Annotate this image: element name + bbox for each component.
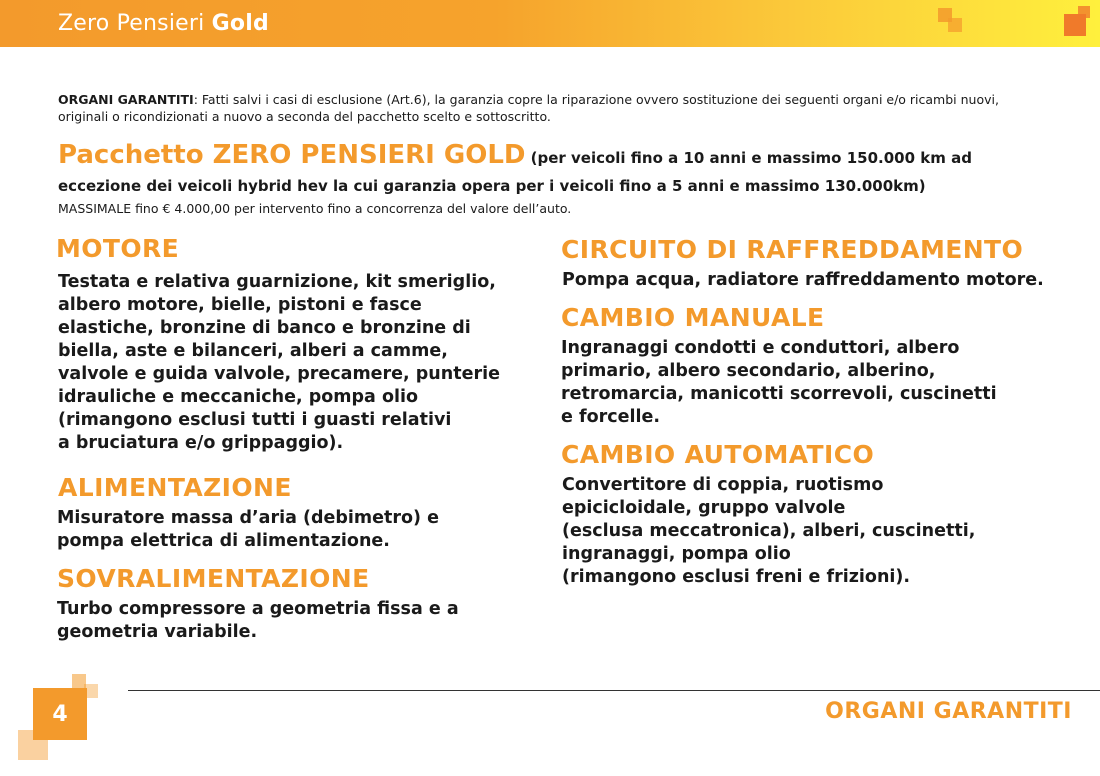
footer-divider	[128, 690, 1100, 691]
package-description: (per veicoli fino a 10 anni e massimo 150.000 km ad eccezione dei veicoli hybrid hev la cui garanzia opera per i veicoli fino a 5 anni e massimo 130.000km)	[58, 149, 972, 195]
section-title-raffreddamento: CIRCUITO DI RAFFREDDAMENTO	[561, 235, 1024, 264]
intro-paragraph	[58, 91, 1048, 125]
section-title-cambio-manuale: CAMBIO MANUALE	[561, 303, 825, 332]
title-bold: Gold	[211, 11, 269, 36]
decorative-squares-right	[1060, 4, 1096, 40]
header-bar	[0, 0, 1100, 47]
intro-text: : Fatti salvi i casi di esclusione (Art.6), la garanzia copre la riparazione ovvero sostituzione dei seguenti organi e/o ricambi nuovi, originali o ricondizionati a nuovo a seconda del pacchetto scelto e sottoscritto.	[58, 92, 999, 124]
package-maximum: MASSIMALE fino € 4.000,00 per intervento fino a concorrenza del valore dell’auto.	[58, 201, 572, 216]
section-body-cambio-automatico: Convertitore di coppia, ruotismo epicicloidale, gruppo valvole (esclusa meccatronica), alberi, cuscinetti, ingranaggi, pompa olio (rimangono esclusi freni e frizioni).	[562, 475, 976, 587]
footer-section-label: ORGANI GARANTITI	[825, 699, 1072, 724]
title-regular: Zero Pensieri	[58, 11, 205, 36]
section-body-raffreddamento: Pompa acqua, radiatore raffreddamento motore.	[562, 270, 1044, 290]
section-body-cambio-manuale: Ingranaggi condotti e conduttori, albero primario, albero secondario, alberino, retromarcia, manicotti scorrevoli, cuscinetti e forcelle.	[561, 338, 997, 427]
section-body-alimentazione: Misuratore massa d’aria (debimetro) e pompa elettrica di alimentazione.	[57, 508, 440, 551]
intro-lead: ORGANI GARANTITI	[58, 92, 194, 107]
package-title: Pacchetto ZERO PENSIERI GOLD	[58, 140, 526, 170]
section-title-sovralimentazione: SOVRALIMENTAZIONE	[57, 564, 370, 593]
section-title-motore: MOTORE	[56, 234, 180, 263]
section-body-sovralimentazione: Turbo compressore a geometria fissa e a geometria variabile.	[57, 599, 459, 642]
document-title	[58, 11, 269, 36]
page-number: 4	[33, 688, 87, 740]
package-block	[58, 140, 1058, 200]
section-body-motore: Testata e relativa guarnizione, kit smeriglio, albero motore, bielle, pistoni e fasce elastiche, bronzine di banco e bronzine di biella, aste e bilanceri, alberi a camme, valvole e guida valvole, precamere, punterie idrauliche e meccaniche, pompa olio (rimangono esclusi tutti i guasti relativi a bruciatura e/o grippaggio).	[58, 272, 500, 453]
section-title-alimentazione: ALIMENTAZIONE	[58, 473, 292, 502]
section-title-cambio-automatico: CAMBIO AUTOMATICO	[561, 440, 875, 469]
decorative-squares-left	[936, 6, 968, 36]
